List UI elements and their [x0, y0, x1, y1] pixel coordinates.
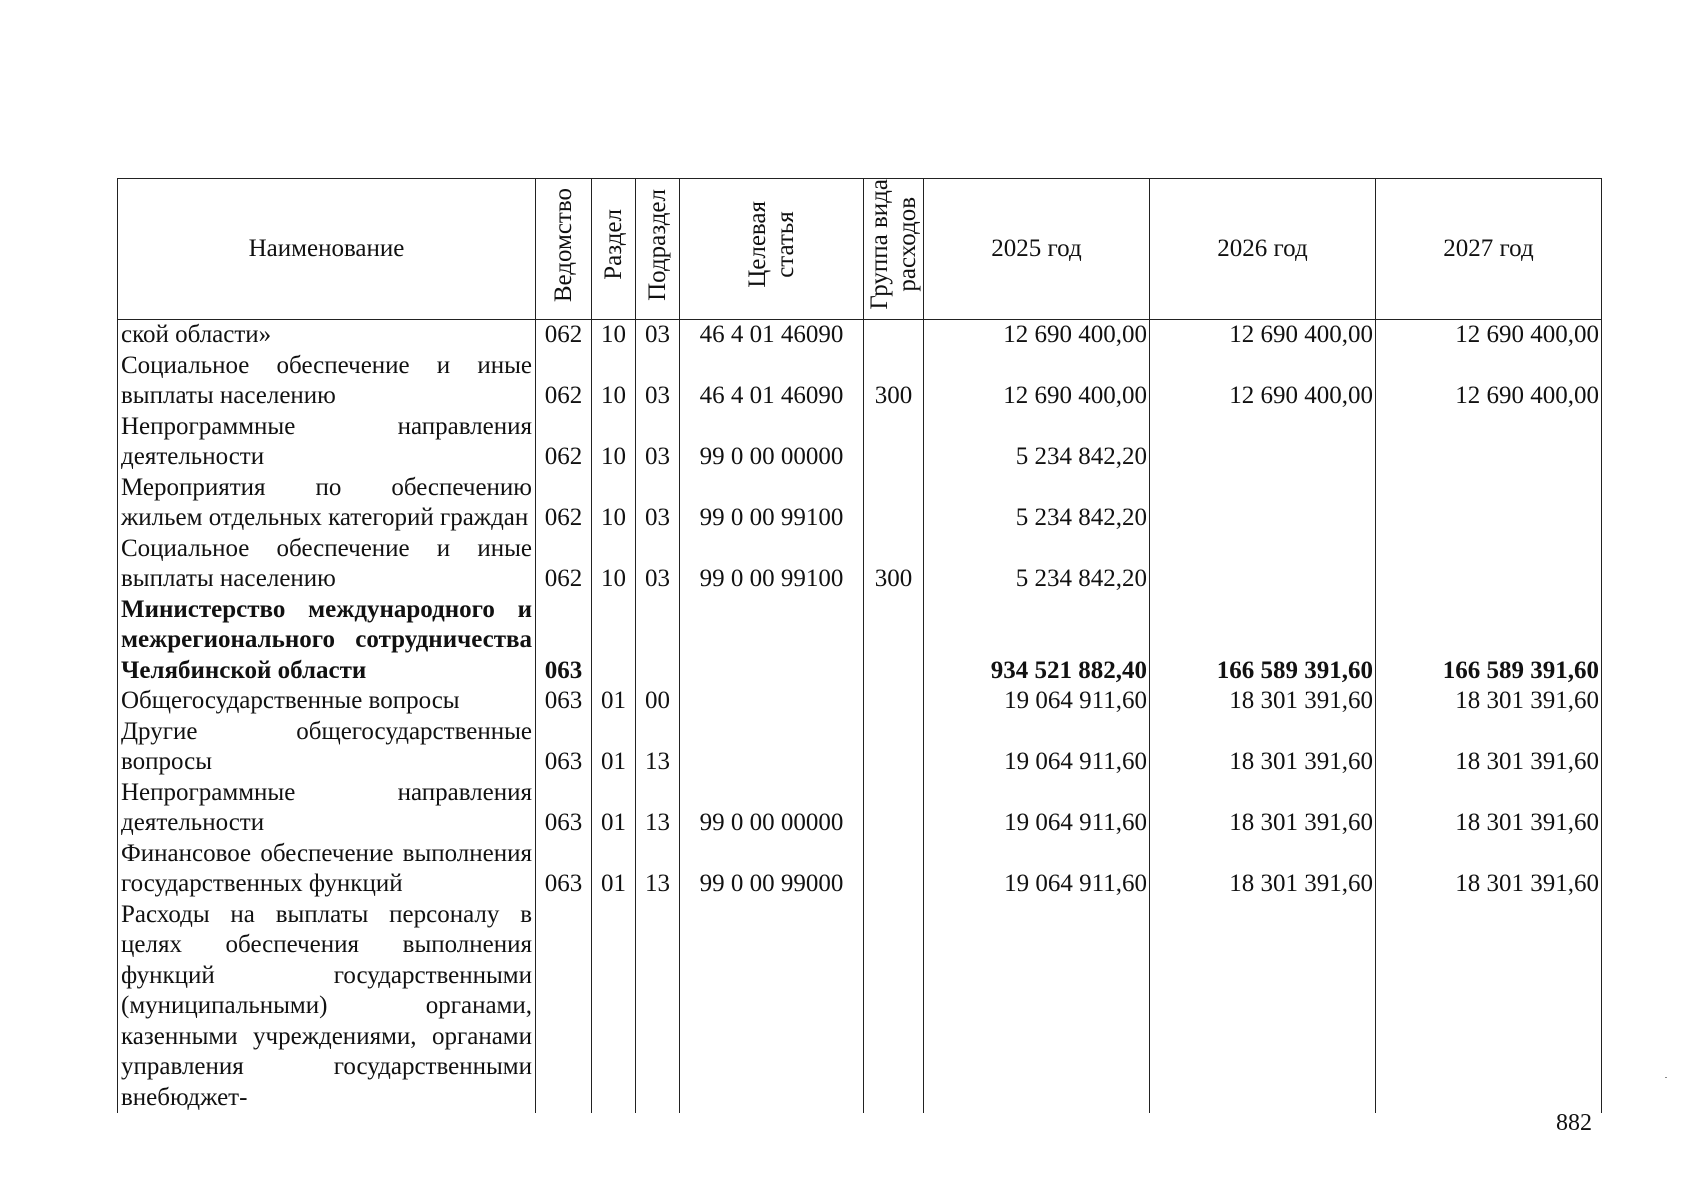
row-subsection: 13 — [636, 717, 680, 778]
table-header-row — [118, 179, 1602, 320]
header-2027 — [1376, 179, 1602, 320]
row-2026: 18 301 391,60 — [1150, 686, 1376, 717]
row-2027: 18 301 391,60 — [1376, 839, 1602, 900]
row-section: 10 — [592, 320, 636, 351]
row-section: 10 — [592, 534, 636, 595]
row-dept: 063 — [536, 717, 592, 778]
header-target-label — [744, 201, 800, 288]
header-target — [680, 179, 864, 320]
table-row — [118, 473, 1602, 534]
row-section — [592, 595, 636, 687]
row-2025: 19 064 911,60 — [924, 778, 1150, 839]
row-target — [680, 595, 864, 687]
row-2027 — [1376, 412, 1602, 473]
row-2027: 18 301 391,60 — [1376, 778, 1602, 839]
row-group — [864, 412, 924, 473]
row-section: 01 — [592, 717, 636, 778]
row-2025: 934 521 882,40 — [924, 595, 1150, 687]
header-2025-label: 2025 год — [991, 234, 1082, 262]
row-subsection — [636, 595, 680, 687]
table-row — [118, 839, 1602, 900]
header-group-line1: Группа вида — [865, 179, 893, 311]
row-subsection: 03 — [636, 320, 680, 351]
row-target: 99 0 00 99000 — [680, 839, 864, 900]
row-2027: 18 301 391,60 — [1376, 717, 1602, 778]
row-section: 01 — [592, 686, 636, 717]
scan-speck — [1665, 1077, 1667, 1078]
row-2026: 18 301 391,60 — [1150, 778, 1376, 839]
row-subsection: 00 — [636, 686, 680, 717]
row-2026: 166 589 391,60 — [1150, 595, 1376, 687]
row-dept: 062 — [536, 351, 592, 412]
header-subsection-label: Подраздел — [643, 188, 671, 301]
row-dept: 062 — [536, 534, 592, 595]
row-subsection: 13 — [636, 839, 680, 900]
row-2025: 19 064 911,60 — [924, 686, 1150, 717]
row-2025: 12 690 400,00 — [924, 351, 1150, 412]
row-subsection: 13 — [636, 778, 680, 839]
table-row — [118, 900, 1602, 1114]
row-2027 — [1376, 900, 1602, 1114]
row-2027: 12 690 400,00 — [1376, 320, 1602, 351]
row-group — [864, 900, 924, 1114]
row-subsection: 03 — [636, 351, 680, 412]
row-dept: 062 — [536, 412, 592, 473]
budget-table — [117, 178, 1602, 1113]
row-target: 46 4 01 46090 — [680, 351, 864, 412]
header-dept-label: Ведомство — [549, 187, 577, 302]
row-name: Расходы на выплаты персоналу в целях обеспечения выполнения функций государственными (муниципальными) органами, казенными учреждениями, органами управления государственными внебюджет- — [118, 900, 536, 1114]
header-2026 — [1150, 179, 1376, 320]
row-2026: 12 690 400,00 — [1150, 320, 1376, 351]
row-dept: 063 — [536, 686, 592, 717]
row-2026: 12 690 400,00 — [1150, 351, 1376, 412]
row-section: 10 — [592, 473, 636, 534]
row-section: 10 — [592, 351, 636, 412]
row-2027: 166 589 391,60 — [1376, 595, 1602, 687]
row-name: ской области» — [118, 320, 536, 351]
row-dept — [536, 900, 592, 1114]
row-target: 99 0 00 99100 — [680, 473, 864, 534]
row-2027 — [1376, 473, 1602, 534]
row-group — [864, 717, 924, 778]
row-2027 — [1376, 534, 1602, 595]
row-name: Министерство международного и межрегионального сотрудничества Челябинской области — [118, 595, 536, 687]
header-group-label — [866, 179, 922, 310]
row-2027: 18 301 391,60 — [1376, 686, 1602, 717]
row-section — [592, 900, 636, 1114]
table-row — [118, 778, 1602, 839]
row-target — [680, 686, 864, 717]
row-2026 — [1150, 412, 1376, 473]
row-subsection — [636, 900, 680, 1114]
row-name: Общегосударственные вопросы — [118, 686, 536, 717]
table-row — [118, 351, 1602, 412]
header-2027-label: 2027 год — [1443, 234, 1534, 262]
header-name-label: Наименование — [248, 234, 405, 262]
row-group — [864, 839, 924, 900]
header-2026-label: 2026 год — [1217, 234, 1308, 262]
row-2025: 19 064 911,60 — [924, 717, 1150, 778]
header-section — [592, 179, 636, 320]
row-target — [680, 900, 864, 1114]
row-2025: 19 064 911,60 — [924, 839, 1150, 900]
row-group — [864, 778, 924, 839]
header-dept — [536, 179, 592, 320]
row-group — [864, 473, 924, 534]
row-dept: 063 — [536, 778, 592, 839]
row-name: Финансовое обеспечение выполнения государственных функций — [118, 839, 536, 900]
row-name: Непрограммные направления деятельности — [118, 412, 536, 473]
table-row — [118, 534, 1602, 595]
row-group — [864, 320, 924, 351]
row-2025: 5 234 842,20 — [924, 473, 1150, 534]
row-subsection: 03 — [636, 473, 680, 534]
row-target: 46 4 01 46090 — [680, 320, 864, 351]
header-target-line2: статья — [771, 211, 799, 279]
page-number: 882 — [1556, 1110, 1592, 1136]
row-group: 300 — [864, 534, 924, 595]
row-dept: 063 — [536, 839, 592, 900]
table-row — [118, 686, 1602, 717]
row-section: 01 — [592, 778, 636, 839]
header-2025 — [924, 179, 1150, 320]
table-row — [118, 595, 1602, 687]
row-dept: 062 — [536, 320, 592, 351]
header-group — [864, 179, 924, 320]
row-section: 10 — [592, 412, 636, 473]
row-name: Другие общегосударственные вопросы — [118, 717, 536, 778]
row-2026 — [1150, 534, 1376, 595]
row-target: 99 0 00 00000 — [680, 778, 864, 839]
row-group — [864, 595, 924, 687]
table-row — [118, 412, 1602, 473]
row-2025 — [924, 900, 1150, 1114]
row-dept: 063 — [536, 595, 592, 687]
table-row — [118, 320, 1602, 351]
row-target — [680, 717, 864, 778]
row-target: 99 0 00 99100 — [680, 534, 864, 595]
row-2026: 18 301 391,60 — [1150, 717, 1376, 778]
row-dept: 062 — [536, 473, 592, 534]
row-section: 01 — [592, 839, 636, 900]
row-subsection: 03 — [636, 534, 680, 595]
row-subsection: 03 — [636, 412, 680, 473]
header-section-label: Раздел — [599, 209, 627, 281]
header-subsection — [636, 179, 680, 320]
header-name — [118, 179, 536, 320]
row-name: Социальное обеспечение и иные выплаты населению — [118, 351, 536, 412]
header-group-line2: расходов — [893, 197, 921, 293]
row-name: Мероприятия по обеспечению жильем отдельных категорий граждан — [118, 473, 536, 534]
row-name: Социальное обеспечение и иные выплаты населению — [118, 534, 536, 595]
row-2025: 5 234 842,20 — [924, 534, 1150, 595]
table-row — [118, 717, 1602, 778]
row-2027: 12 690 400,00 — [1376, 351, 1602, 412]
row-2025: 5 234 842,20 — [924, 412, 1150, 473]
row-group: 300 — [864, 351, 924, 412]
row-2025: 12 690 400,00 — [924, 320, 1150, 351]
row-name: Непрограммные направления деятельности — [118, 778, 536, 839]
row-2026 — [1150, 900, 1376, 1114]
row-2026 — [1150, 473, 1376, 534]
row-2026: 18 301 391,60 — [1150, 839, 1376, 900]
row-target: 99 0 00 00000 — [680, 412, 864, 473]
header-target-line1: Целевая — [743, 201, 771, 289]
row-group — [864, 686, 924, 717]
